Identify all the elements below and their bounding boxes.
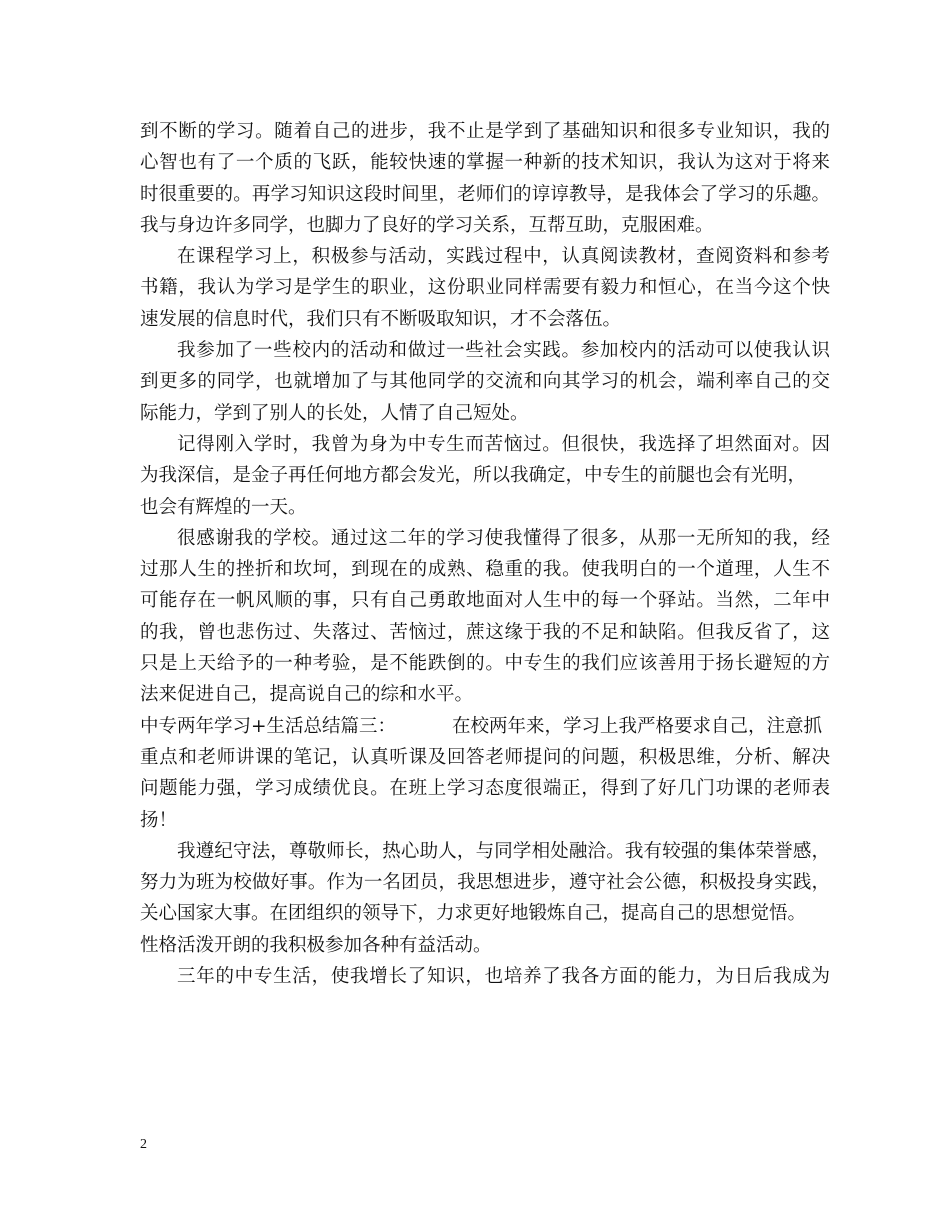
paragraph: [140, 241, 830, 335]
text-line: 过那人生的挫折和坎坷，到现在的成熟、稳重的我。使我明白的一个道理，人生不: [140, 559, 830, 581]
text-line: 关心国家大事。在团组织的领导下，力求更好地锻炼自己，提高自己的思想觉悟。: [140, 903, 807, 925]
section-heading-line: [140, 711, 830, 742]
paragraph: [140, 836, 830, 961]
text-line: 我与身边许多同学，也脚力了良好的学习关系，互帮互助，克服困难。: [140, 214, 714, 236]
text-line: 扬！: [140, 809, 178, 831]
text-line: 到更多的同学，也就增加了与其他同学的交流和向其学习的机会，端利率自己的交: [140, 371, 830, 393]
text-line: 三年的中专生活，使我增长了知识，也培养了我各方面的能力，为日后我成为: [177, 966, 830, 988]
text-line: 我遵纪守法，尊敬师长，热心助人，与同学相处融洽。我有较强的集体荣誉感，: [177, 840, 830, 862]
document-body: [140, 116, 830, 992]
text-line: 时很重要的。再学习知识这段时间里，老师们的谆谆教导，是我体会了学习的乐趣。: [140, 183, 830, 205]
text-line: 很感谢我的学校。通过这二年的学习使我懂得了很多，从那一无所知的我，经: [177, 527, 830, 549]
text-line: 努力为班为校做好事。作为一名团员，我思想进步，遵守社会公德，积极投身实践，: [140, 872, 830, 894]
section-heading: 中专两年学习+生活总结篇三：: [140, 715, 397, 737]
paragraph: [140, 523, 830, 711]
text-line: 问题能力强，学习成绩优良。在班上学习态度很端正，得到了好几门功课的老师表: [140, 778, 830, 800]
paragraph: [140, 429, 830, 523]
text-line: 际能力，学到了别人的长处，人情了自己短处。: [140, 402, 529, 424]
text-line: 也会有辉煌的一天。: [140, 496, 307, 518]
text-run: 在校两年来，学习上我严格要求自己，注意抓: [452, 715, 823, 737]
text-line: 心智也有了一个质的飞跃，能较快速的掌握一种新的技术知识，我认为这对于将来: [140, 152, 830, 174]
text-line: 速发展的信息时代，我们只有不断吸取知识，才不会落伍。: [140, 308, 622, 330]
text-line: 书籍，我认为学习是学生的职业，这份职业同样需要有毅力和恒心，在当今这个快: [140, 277, 830, 299]
text-line: 法来促进自己，提高说自己的综和水平。: [140, 684, 474, 706]
text-line: 在课程学习上，积极参与活动，实践过程中，认真阅读教材，查阅资料和参考: [177, 246, 830, 268]
text-line: 的我，曾也悲伤过、失落过、苦恼过，蔗这缘于我的不足和缺陷。但我反省了，这: [140, 621, 830, 643]
text-line: 我参加了一些校内的活动和做过一些社会实践。参加校内的活动可以使我认识: [177, 340, 830, 362]
paragraph: [140, 116, 830, 241]
text-line: 可能存在一帆风顺的事，只有自己勇敢地面对人生中的每一个驿站。当然，二年中: [140, 590, 830, 612]
text-line: 到不断的学习。随着自己的进步，我不止是学到了基础知识和很多专业知识，我的: [140, 121, 830, 142]
paragraph: [140, 961, 830, 992]
text-line: 性格活泼开朗的我积极参加各种有益活动。: [140, 934, 492, 956]
paragraph: [140, 335, 830, 429]
text-line: 只是上天给予的一种考验，是不能跌倒的。中专生的我们应该善用于扬长避短的方: [140, 653, 830, 675]
text-line: 为我深信，是金子再任何地方都会发光，所以我确定，中专生的前腿也会有光明，: [140, 465, 807, 487]
text-line: 记得刚入学时，我曾为身为中专生而苦恼过。但很快，我选择了坦然面对。因: [177, 433, 830, 455]
text-line: 重点和老师讲课的笔记，认真听课及回答老师提问的问题，积极思维，分析、解决: [140, 746, 830, 768]
section-paragraph: [140, 711, 830, 836]
page-number: 2: [140, 1137, 147, 1152]
